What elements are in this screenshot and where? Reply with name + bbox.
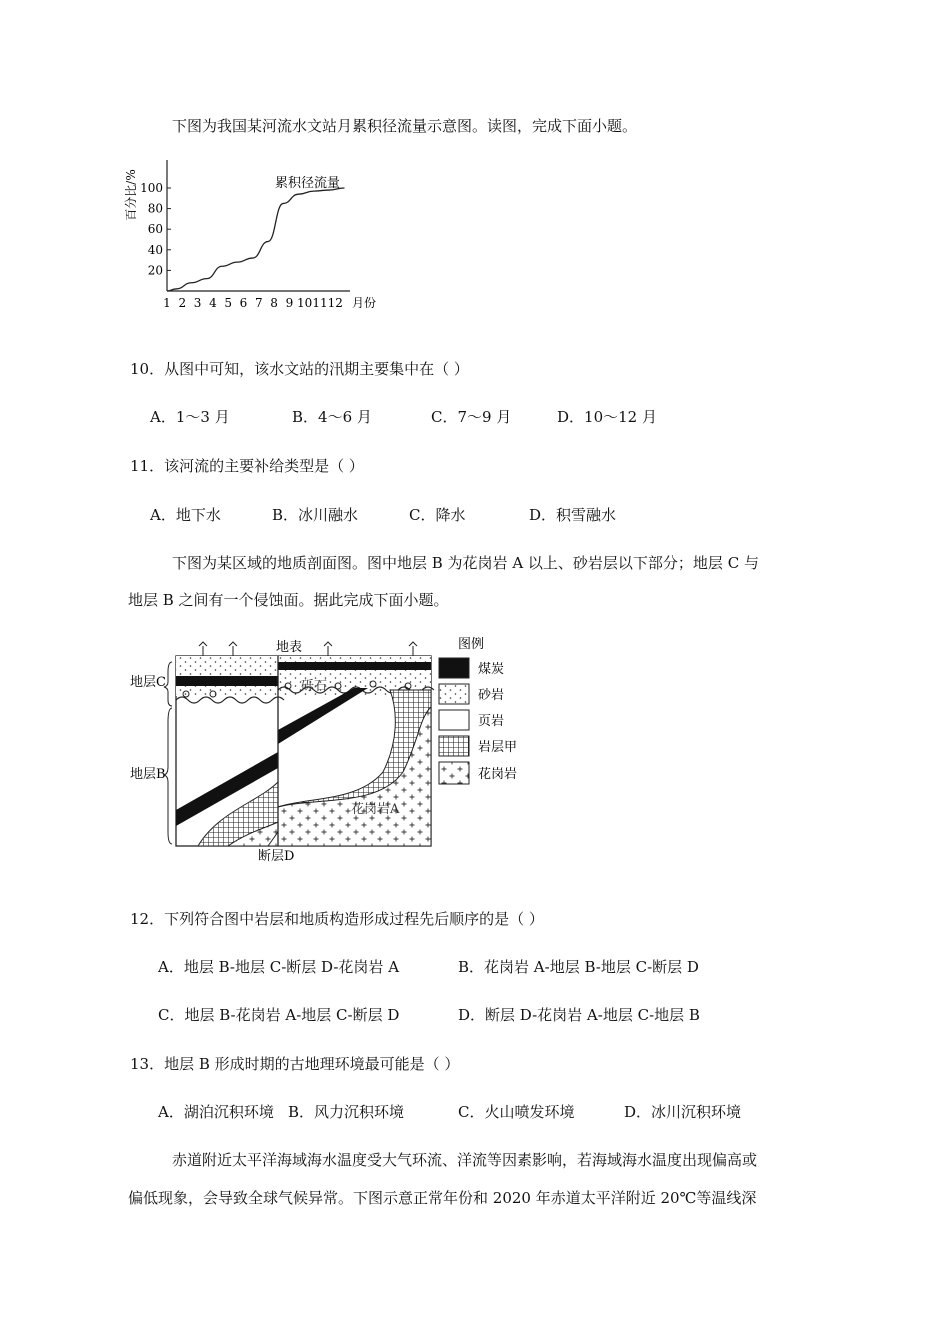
legend-swatch-shale: [439, 710, 469, 730]
question-12-stem: 12．下列符合图中岩层和地质构造形成过程先后顺序的是（ ）: [130, 910, 544, 928]
q11-option-b: B．冰川融水: [272, 506, 359, 524]
label-fault-d: 断层D: [258, 849, 295, 864]
q12-option-d: D．断层 D-花岗岩 A-地层 C-地层 B: [458, 1006, 700, 1024]
x-tick-label: 8: [270, 296, 278, 310]
legend-label-shale: 页岩: [478, 714, 505, 729]
q10-option-d: D．10～12 月: [557, 408, 657, 426]
q13-option-a: A．湖泊沉积环境: [158, 1103, 274, 1121]
x-tick-label: 9: [285, 296, 294, 310]
x-axis-label: 月份: [352, 296, 377, 310]
q10-option-a: A．1～3 月: [150, 408, 230, 426]
q13-option-d: D．冰川沉积环境: [624, 1103, 742, 1121]
legend-swatch-sandstone: [439, 684, 469, 704]
x-tick-label: 1: [163, 296, 171, 310]
x-tick-label: 3: [193, 296, 202, 310]
x-tick-label: 12: [327, 296, 343, 310]
x-tick-label: 10: [297, 296, 313, 310]
q10-option-c: C．7～9 月: [431, 408, 512, 426]
intro-text-1: 下图为我国某河流水文站月累积径流量示意图。读图，完成下面小题。: [172, 117, 638, 135]
q12-option-c: C．地层 B-花岗岩 A-地层 C-断层 D: [158, 1006, 400, 1024]
intro-text-3-line-1: 赤道附近太平洋海域海水温度受大气环流、洋流等因素影响，若海域海水温度出现偏高或: [172, 1151, 758, 1169]
x-tick-label: 6: [239, 296, 248, 310]
q13-option-c: C．火山喷发环境: [458, 1103, 575, 1121]
y-tick-label: 20: [147, 263, 163, 278]
coal-seam-upper: [176, 676, 278, 686]
x-tick-label: 2: [178, 296, 187, 310]
label-granite-a: 花岗岩A: [351, 802, 400, 817]
q11-option-d: D．积雪融水: [529, 506, 617, 524]
series-label: 累积径流量: [275, 176, 341, 191]
q13-option-b: B．风力沉积环境: [288, 1103, 405, 1121]
coal-seam-upper-right: [278, 662, 431, 670]
y-tick-label: 40: [147, 242, 163, 257]
y-axis-label: 百分比/%: [124, 169, 138, 221]
q11-option-c: C．降水: [409, 506, 466, 524]
q12-option-a: A．地层 B-地层 C-断层 D-花岗岩 A: [158, 958, 400, 976]
legend-label-sandstone: 砂岩: [478, 688, 505, 703]
legend-swatch-rock-jia: [439, 736, 469, 756]
label-gravel: 砾石: [301, 679, 328, 694]
intro-text-3-line-2: 偏低现象，会导致全球气候异常。下图示意正常年份和 2020 年赤道太平洋附近 20℃等温线深: [128, 1189, 757, 1207]
brace-layer-b: [164, 708, 172, 844]
legend-label-coal: 煤炭: [478, 662, 505, 677]
surface-trees: [199, 642, 417, 656]
runoff-chart: [115, 150, 405, 320]
question-13-stem: 13．地层 B 形成时期的古地理环境最可能是（ ）: [130, 1055, 460, 1073]
q10-option-b: B．4～6 月: [292, 408, 372, 426]
legend-label-granite: 花岗岩: [478, 767, 518, 782]
question-11-stem: 11．该河流的主要补给类型是（ ）: [130, 457, 364, 475]
geologic-section-diagram: [128, 632, 528, 868]
y-tick-label: 60: [147, 222, 163, 237]
y-tick-label: 100: [140, 181, 163, 195]
legend-swatch-granite: [439, 762, 469, 784]
intro-text-2-line-1: 下图为某区域的地质剖面图。图中地层 B 为花岗岩 A 以上、砂岩层以下部分；地层 C 与: [172, 554, 759, 572]
legend-label-rock-jia: 岩层甲: [478, 740, 518, 755]
label-surface: 地表: [276, 640, 303, 655]
question-10-stem: 10．从图中可知，该水文站的汛期主要集中在（ ）: [130, 360, 469, 378]
x-tick-label: 4: [209, 296, 217, 310]
x-tick-label: 7: [254, 296, 263, 310]
intro-text-2-line-2: 地层 B 之间有一个侵蚀面。据此完成下面小题。: [128, 591, 449, 609]
label-layer-b: 地层B: [130, 767, 166, 782]
y-tick-label: 80: [147, 201, 163, 216]
x-tick-label: 5: [224, 296, 233, 310]
q11-option-a: A．地下水: [150, 506, 221, 524]
label-layer-c: 地层C: [130, 675, 166, 690]
runoff-series-line: [167, 188, 344, 291]
y-axis-label-group: [123, 169, 138, 220]
q12-option-b: B．花岗岩 A-地层 B-地层 C-断层 D: [458, 958, 699, 976]
legend-swatch-coal: [439, 658, 469, 678]
x-tick-label: 11: [312, 296, 328, 310]
legend-title: 图例: [458, 637, 485, 652]
